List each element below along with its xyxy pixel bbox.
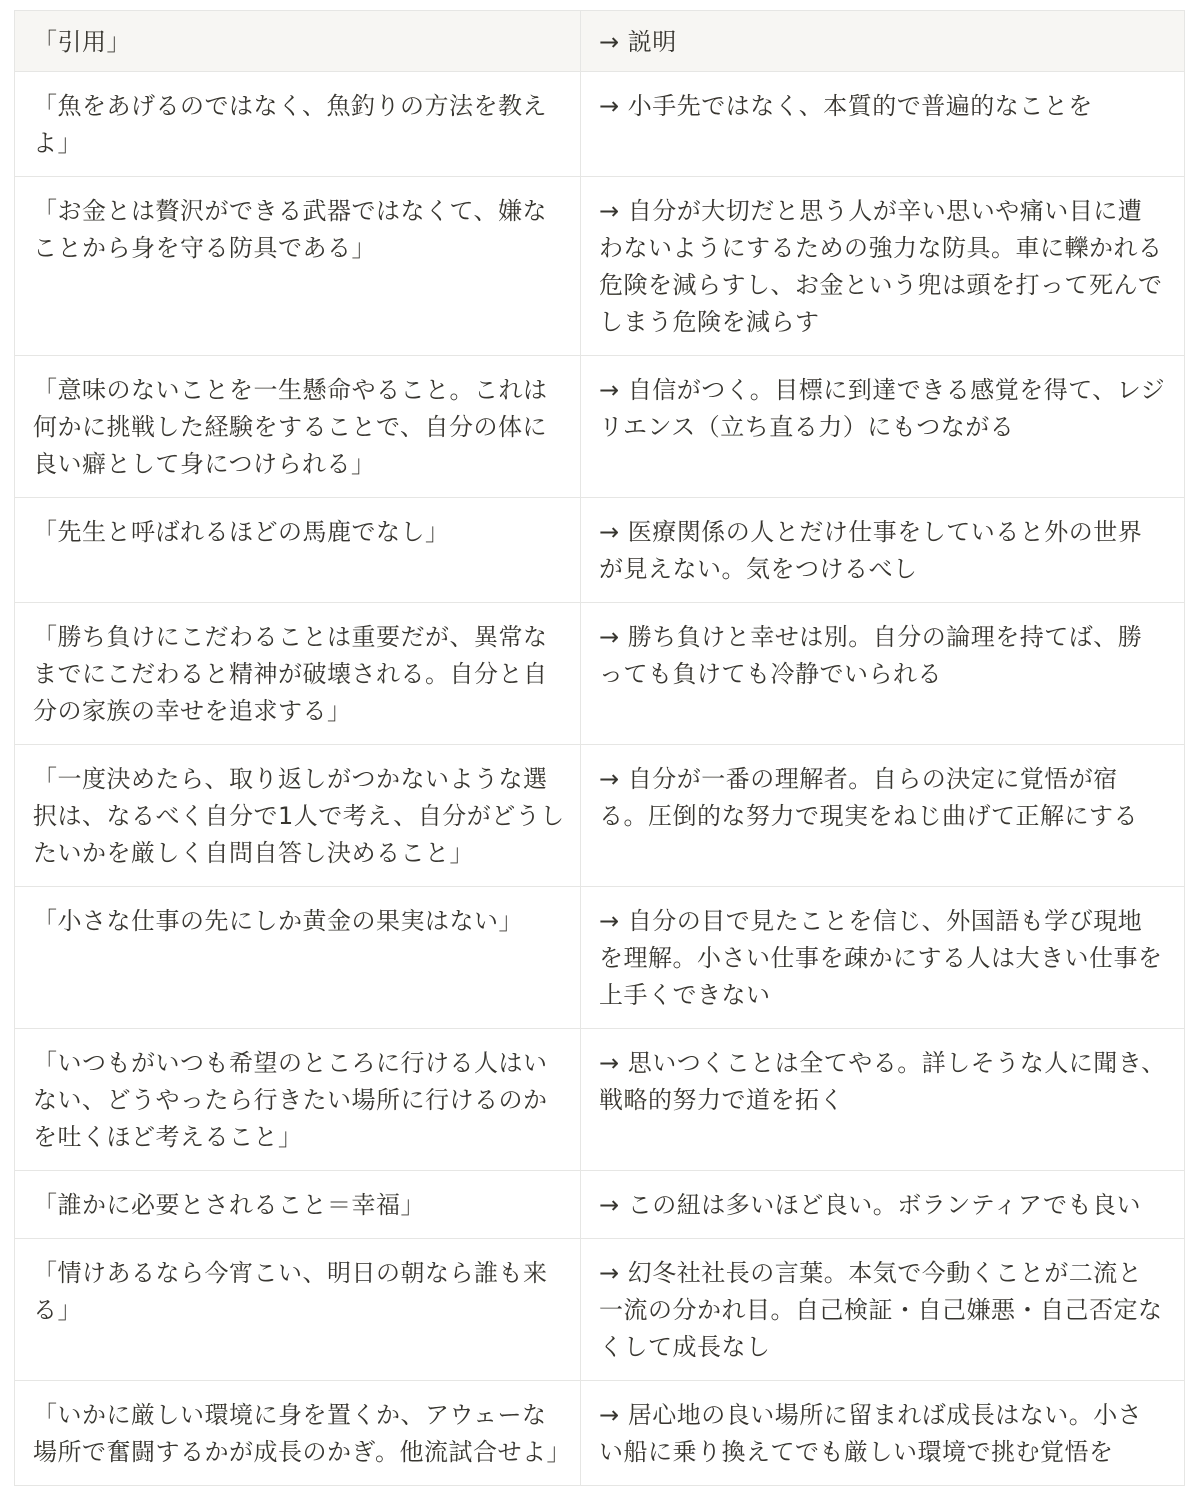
quote-cell: 「勝ち負けにこだわることは重要だが、異常なまでにこだわると精神が破壊される。自分と自分の家族の幸せを追求する」 <box>15 603 581 745</box>
table-row <box>15 1171 1185 1239</box>
table-row <box>15 72 1185 177</box>
table-row <box>15 1381 1185 1486</box>
description-cell: → 自信がつく。目標に到達できる感覚を得て、レジリエンス（立ち直る力）にもつながる <box>581 356 1185 498</box>
table-row <box>15 177 1185 356</box>
table-row <box>15 498 1185 603</box>
description-cell: → 幻冬社社長の言葉。本気で今動くことが二流と一流の分かれ目。自己検証・自己嫌悪・自己否定なくして成長なし <box>581 1239 1185 1381</box>
description-cell: → 自分が一番の理解者。自らの決定に覚悟が宿る。圧倒的な努力で現実をねじ曲げて正解にする <box>581 745 1185 887</box>
table-row <box>15 745 1185 887</box>
quote-cell: 「情けあるなら今宵こい、明日の朝なら誰も来る」 <box>15 1239 581 1381</box>
table-body <box>15 72 1185 1486</box>
quote-table-container <box>14 10 1184 1486</box>
description-cell: → 自分の目で見たことを信じ、外国語も学び現地を理解。小さい仕事を疎かにする人は大きい仕事を上手くできない <box>581 887 1185 1029</box>
description-cell: → 思いつくことは全てやる。詳しそうな人に聞き、戦略的努力で道を拓く <box>581 1029 1185 1171</box>
table-row <box>15 1029 1185 1171</box>
quote-cell: 「一度決めたら、取り返しがつかないような選択は、なるべく自分で1人で考え、自分がどうしたいかを厳しく自問自答し決めること」 <box>15 745 581 887</box>
description-cell: → この紐は多いほど良い。ボランティアでも良い <box>581 1171 1185 1239</box>
description-cell: → 居心地の良い場所に留まれば成長はない。小さい船に乗り換えてでも厳しい環境で挑む覚悟を <box>581 1381 1185 1486</box>
table-row <box>15 356 1185 498</box>
table-row <box>15 887 1185 1029</box>
description-cell: → 自分が大切だと思う人が辛い思いや痛い目に遭わないようにするための強力な防具。車に轢かれる危険を減らすし、お金という兜は頭を打って死んでしまう危険を減らす <box>581 177 1185 356</box>
header-description: → 説明 <box>581 11 1185 72</box>
quote-cell: 「いつもがいつも希望のところに行ける人はいない、どうやったら行きたい場所に行けるのかを吐くほど考えること」 <box>15 1029 581 1171</box>
quote-cell: 「小さな仕事の先にしか黄金の果実はない」 <box>15 887 581 1029</box>
quote-cell: 「誰かに必要とされること＝幸福」 <box>15 1171 581 1239</box>
quote-cell: 「いかに厳しい環境に身を置くか、アウェーな場所で奮闘するかが成長のかぎ。他流試合せよ」 <box>15 1381 581 1486</box>
header-row <box>15 11 1185 72</box>
quote-cell: 「先生と呼ばれるほどの馬鹿でなし」 <box>15 498 581 603</box>
description-cell: → 勝ち負けと幸せは別。自分の論理を持てば、勝っても負けても冷静でいられる <box>581 603 1185 745</box>
quote-cell: 「お金とは贅沢ができる武器ではなくて、嫌なことから身を守る防具である」 <box>15 177 581 356</box>
quote-cell: 「意味のないことを一生懸命やること。これは何かに挑戦した経験をすることで、自分の体に良い癖として身につけられる」 <box>15 356 581 498</box>
table-row <box>15 603 1185 745</box>
table-row <box>15 1239 1185 1381</box>
description-cell: → 小手先ではなく、本質的で普遍的なことを <box>581 72 1185 177</box>
table-header <box>15 11 1185 72</box>
quote-table <box>14 10 1185 1486</box>
header-quote: 「引用」 <box>15 11 581 72</box>
quote-cell: 「魚をあげるのではなく、魚釣りの方法を教えよ」 <box>15 72 581 177</box>
description-cell: → 医療関係の人とだけ仕事をしていると外の世界が見えない。気をつけるべし <box>581 498 1185 603</box>
